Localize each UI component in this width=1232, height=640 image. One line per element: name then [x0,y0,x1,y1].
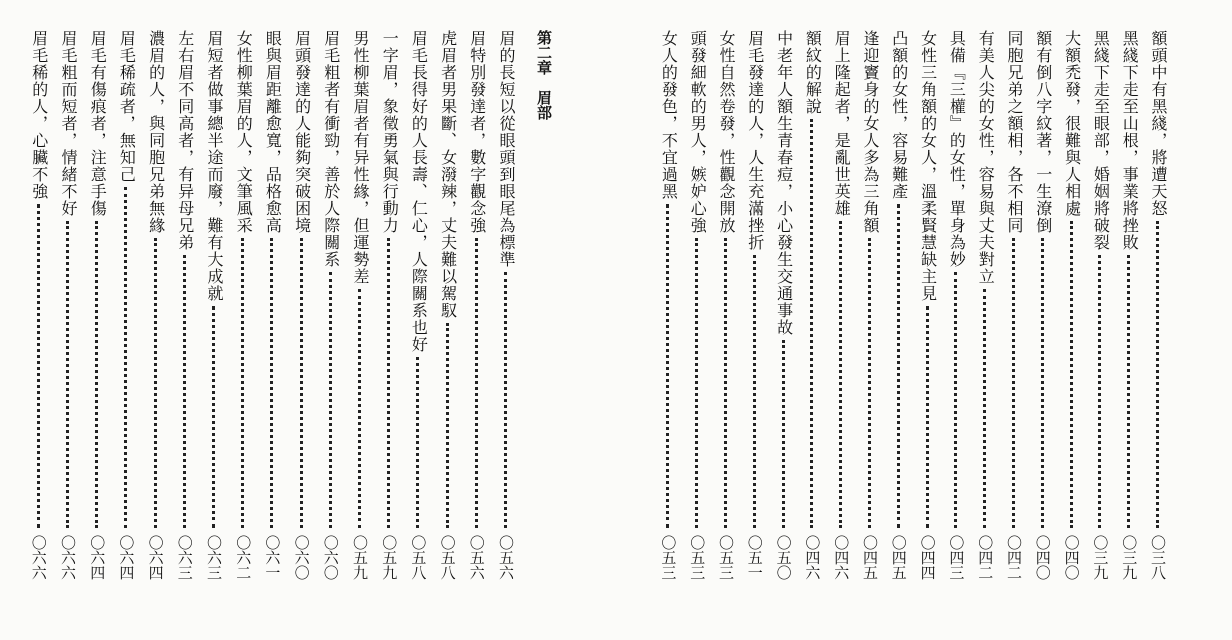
dot-leader [387,238,390,528]
toc-entry-title: 額有倒八字紋著，一生潦倒 [1033,30,1053,234]
dot-leader [983,289,986,528]
dot-leader [753,255,756,528]
toc-page-number: 〇六三 [205,535,223,580]
toc-entry-title: 虎眉者男果斷、女潑辣，丈夫難以駕馭 [438,30,458,319]
toc-page-number: 〇五三 [688,535,707,580]
toc-entry [887,30,911,580]
dot-leader [212,306,215,528]
toc-page-number: 〇四五 [889,535,908,580]
toc-entry [436,30,460,580]
toc-entry-title: 眉頭發達的人能夠突破困境 [292,30,312,234]
toc-page-number: 〇六四 [146,535,165,580]
toc-entry [319,30,343,580]
toc-entry-title: 有美人尖的女性，容易與丈夫對立 [976,30,996,285]
toc-entry [1031,30,1055,580]
dot-leader [666,204,669,528]
chapter-title: 眉部 [535,90,553,120]
toc-entry-title: 頭發細軟的男人，嫉妒心強 [688,30,708,234]
toc-entry [858,30,882,580]
dot-leader [810,119,813,528]
toc-entry-title: 女性柳葉眉的人，文筆風采 [234,30,254,234]
dot-leader [839,221,842,528]
dot-leader [504,272,507,528]
dot-leader [695,238,698,528]
toc-entry [260,30,284,580]
dot-leader [446,323,449,528]
toc-entry-title: 男性柳葉眉者有异性緣，但運勢差 [351,30,370,285]
dot-leader [183,255,186,528]
toc-entry [1146,30,1170,580]
toc-page-number: 〇三九 [1091,535,1110,580]
toc-entry-title: 眉毛粗而短者，情緒不好 [59,30,78,217]
toc-page-number: 〇四二 [976,535,995,580]
toc-entry-title: 額頭中有黑綫，將遭天怒 [1149,30,1168,217]
dot-leader [1098,255,1101,528]
toc-page-number: 〇六〇 [321,535,340,580]
toc-page-number: 〇四〇 [1062,535,1081,580]
toc-page-number: 〇四四 [918,535,937,580]
toc-entry-title: 眉毛稀疏者，無知己 [117,30,137,183]
dot-leader [868,238,871,528]
toc-entry-title: 女性自然卷發，性觀念開放 [717,30,736,234]
dot-leader [724,238,727,528]
dot-leader [782,340,785,528]
toc-entry [1117,30,1141,580]
right-page [616,0,1232,640]
toc-entry [714,30,738,580]
dot-leader [926,306,929,528]
toc-entry-title: 眉特別發達者，數字觀念強 [467,30,487,234]
toc-entry [56,30,80,580]
toc-entry-title: 大額禿發，很難與人相處 [1062,30,1082,217]
toc-page-number: 〇六四 [117,535,136,580]
toc-page-number: 〇三八 [1149,535,1167,580]
toc-entry-title: 眉毛粗者有衝勁，善於人際關系 [321,30,341,268]
toc-entry-title: 逢迎竇身的女人多為三角額 [861,30,880,234]
toc-entry-title: 一字眉，象徵勇氣與行動力 [380,30,400,234]
toc-entry-title: 具備『三權』的女性，單身為妙 [947,30,967,268]
dot-leader [300,238,303,528]
dot-leader [1070,221,1073,528]
dot-leader [329,272,332,528]
dot-leader [416,357,419,528]
toc-page-number: 〇五九 [380,535,399,580]
toc-entry-title: 黑綫下走至眼部，婚姻將破裂 [1091,30,1111,251]
toc-entry-title: 眼與眉距離愈寬，品格愈高 [263,30,283,234]
toc-entry [494,30,518,580]
dot-leader [270,238,273,528]
toc-entry [1002,30,1026,580]
dot-leader [1012,238,1015,528]
toc-entry [348,30,372,580]
toc-entry [144,30,168,580]
toc-page-number: 〇五八 [438,535,457,580]
dot-leader [95,221,98,528]
toc-entry-title: 眉毛發達的人，人生充滿挫折 [745,30,765,251]
toc-entry-title: 女人的發色，不宜過黑 [659,30,679,200]
toc-page-number: 〇四六 [832,535,851,580]
dot-leader [154,238,157,528]
dot-leader [66,221,69,528]
toc-entry-title: 左右眉不同高者，有异母兄弟 [175,30,195,251]
dot-leader [897,204,900,528]
toc-entry [231,30,255,580]
toc-entry-title: 同胞兄弟之額相，各不相同 [1005,30,1024,234]
toc-entry [465,30,489,580]
toc-page-number: 〇六〇 [292,535,311,580]
toc-entry [1088,30,1112,580]
toc-entry [743,30,767,580]
toc-entry [114,30,138,580]
toc-entry-title: 眉短者做事總半途而廢，難有大成就 [205,30,224,302]
toc-entry [800,30,824,580]
toc-entry [944,30,968,580]
toc-page-number: 〇四五 [861,535,879,580]
toc-page-number: 〇六一 [263,535,282,580]
toc-entry-title: 眉毛有傷痕者，注意手傷 [88,30,108,217]
toc-entry [916,30,940,580]
toc-page-number: 〇六四 [88,535,107,580]
toc-entry [173,30,197,580]
toc-entry-title: 女性三角額的女人，溫柔賢慧缺主見 [918,30,938,302]
toc-page-number: 〇六六 [59,535,77,580]
toc-page-number: 〇五〇 [774,535,793,580]
chapter-label: 第二章 [535,30,553,75]
dot-leader [124,187,127,528]
toc-entry-title: 眉毛稀的人，心臟不強 [29,30,49,200]
toc-entry [290,30,314,580]
toc-page-number: 〇三九 [1120,535,1139,580]
toc-page-number: 〇五九 [351,535,369,580]
toc-entry [1060,30,1084,580]
toc-entry [656,30,680,580]
toc-entry [377,30,401,580]
chapter-heading [532,30,556,120]
toc-entry-title: 濃眉的人，與同胞兄弟無緣 [146,30,166,234]
toc-page-number: 〇五八 [409,535,428,580]
toc-page-number: 〇五三 [717,535,735,580]
toc-page-number: 〇四六 [803,535,822,580]
toc-entry-title: 額紋的解說 [803,30,823,115]
toc-entry [772,30,796,580]
dot-leader [1127,255,1130,528]
toc-entry [685,30,709,580]
toc-page-number: 〇四〇 [1033,535,1052,580]
toc-page-number: 〇六六 [29,535,48,580]
toc-entry-title: 黑綫下走至山根，事業將挫敗 [1120,30,1140,251]
dot-leader [475,238,478,528]
toc-page-number: 〇四三 [947,535,966,580]
toc-entry-title: 中老年人額生青春痘，小心發生交通事故 [774,30,794,336]
dot-leader [241,238,244,528]
dot-leader [37,204,40,528]
dot-leader [1041,238,1044,528]
dot-leader [358,289,361,528]
dot-leader [954,272,957,528]
toc-page-number: 〇五一 [745,535,764,580]
toc-page-number: 〇六三 [175,535,194,580]
toc-entry-title: 凸額的女性，容易難產 [889,30,909,200]
toc-entry [973,30,997,580]
toc-page-number: 〇四二 [1005,535,1023,580]
toc-entry [202,30,226,580]
toc-entry-title: 眉的長短以從眼頭到眼尾為標準 [497,30,516,268]
toc-entry [85,30,109,580]
toc-page-number: 〇五三 [659,535,678,580]
toc-page-number: 〇六二 [234,535,253,580]
toc-page-number: 〇五六 [497,535,515,580]
toc-entry [829,30,853,580]
dot-leader [1156,221,1159,528]
toc-entry [406,30,430,580]
toc-entry-title: 眉毛長得好的人長壽、仁心，人際關系也好 [409,30,429,353]
toc-entry-title: 眉上隆起者，是亂世英雄 [832,30,852,217]
toc-page-number: 〇五六 [467,535,486,580]
toc-entry [27,30,51,580]
